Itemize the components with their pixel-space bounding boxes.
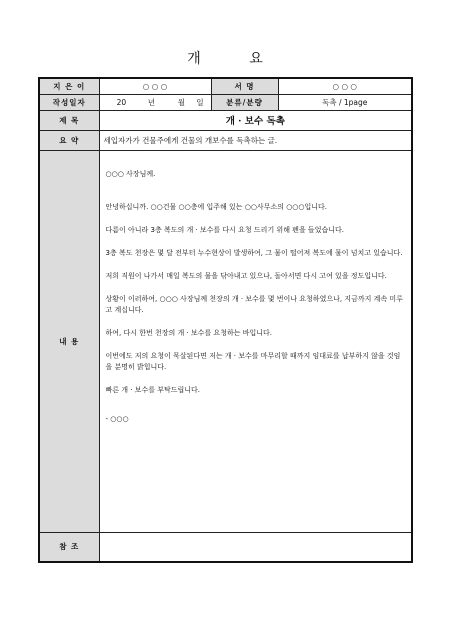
letter-greeting: ○○○ 사장님께.	[105, 169, 156, 178]
category-value: 독촉 / 1page	[278, 94, 412, 110]
summary-label: 요 약	[39, 130, 99, 150]
reference-value	[99, 532, 412, 562]
subject-label: 제 목	[39, 110, 99, 130]
content-label: 내 용	[39, 150, 99, 532]
letter-paragraph-1: 안녕하십니까. ○○건물 ○○층에 입주해 있는 ○○사무소의 ○○○입니다.	[105, 202, 328, 211]
letter-paragraph-8: 빠른 개 · 보수를 부탁드립니다.	[105, 385, 200, 394]
category-label: 분류/분량	[211, 94, 278, 110]
letter-paragraph-5: 상황이 이러하여, ○○○ 사장님께 천장의 개 · 보수를 몇 번이나 요청하였으나, 지금까지 계속 미루고 계십니다.	[105, 294, 403, 314]
document-form-table	[38, 77, 413, 563]
letter-signature: - ○○○	[105, 414, 129, 423]
letter-paragraph-4: 저희 직원이 나가서 매일 복도의 물을 닦아내고 있으나, 돌아서면 다시 고여 있을 정도입니다.	[105, 271, 387, 280]
letter-paragraph-7: 이번에도 저의 요청이 묵살된다면 저는 개 · 보수를 마무리할 때까지 임대료를 납부하지 않을 것임을 분명히 밝힙니다.	[105, 351, 401, 371]
subject-value: 개 · 보수 독촉	[99, 110, 412, 130]
letter-paragraph-6: 하여, 다시 한번 천장의 개 · 보수를 요청하는 바입니다.	[105, 328, 272, 337]
author-value: ○ ○ ○	[99, 78, 211, 94]
date-month-unit: 월	[177, 97, 185, 107]
reference-label: 참 조	[39, 532, 99, 562]
date-label: 작성일자	[39, 94, 99, 110]
sign-value: ○ ○ ○	[278, 78, 412, 94]
letter-paragraph-2: 다름이 아니라 3층 복도의 개 · 보수를 다시 요청 드리기 위해 펜을 들었습니다.	[105, 225, 344, 234]
date-day-unit: 일	[196, 97, 204, 107]
date-year-unit: 년	[147, 97, 155, 107]
letter-body	[99, 150, 412, 532]
summary-value: 세입자가가 건물주에게 건물의 개보수를 독촉하는 글.	[99, 130, 412, 150]
date-value	[99, 94, 211, 110]
date-year: 20	[116, 97, 127, 107]
letter-paragraph-3: 3층 복도 천장은 몇 달 전부터 누수현상이 발생하여, 그 물이 떨어져 복도에 물이 넘치고 있습니다.	[105, 248, 403, 257]
document-title: 개 요	[187, 51, 285, 67]
sign-label: 서 명	[211, 78, 278, 94]
author-label: 지 은 이	[39, 78, 99, 94]
